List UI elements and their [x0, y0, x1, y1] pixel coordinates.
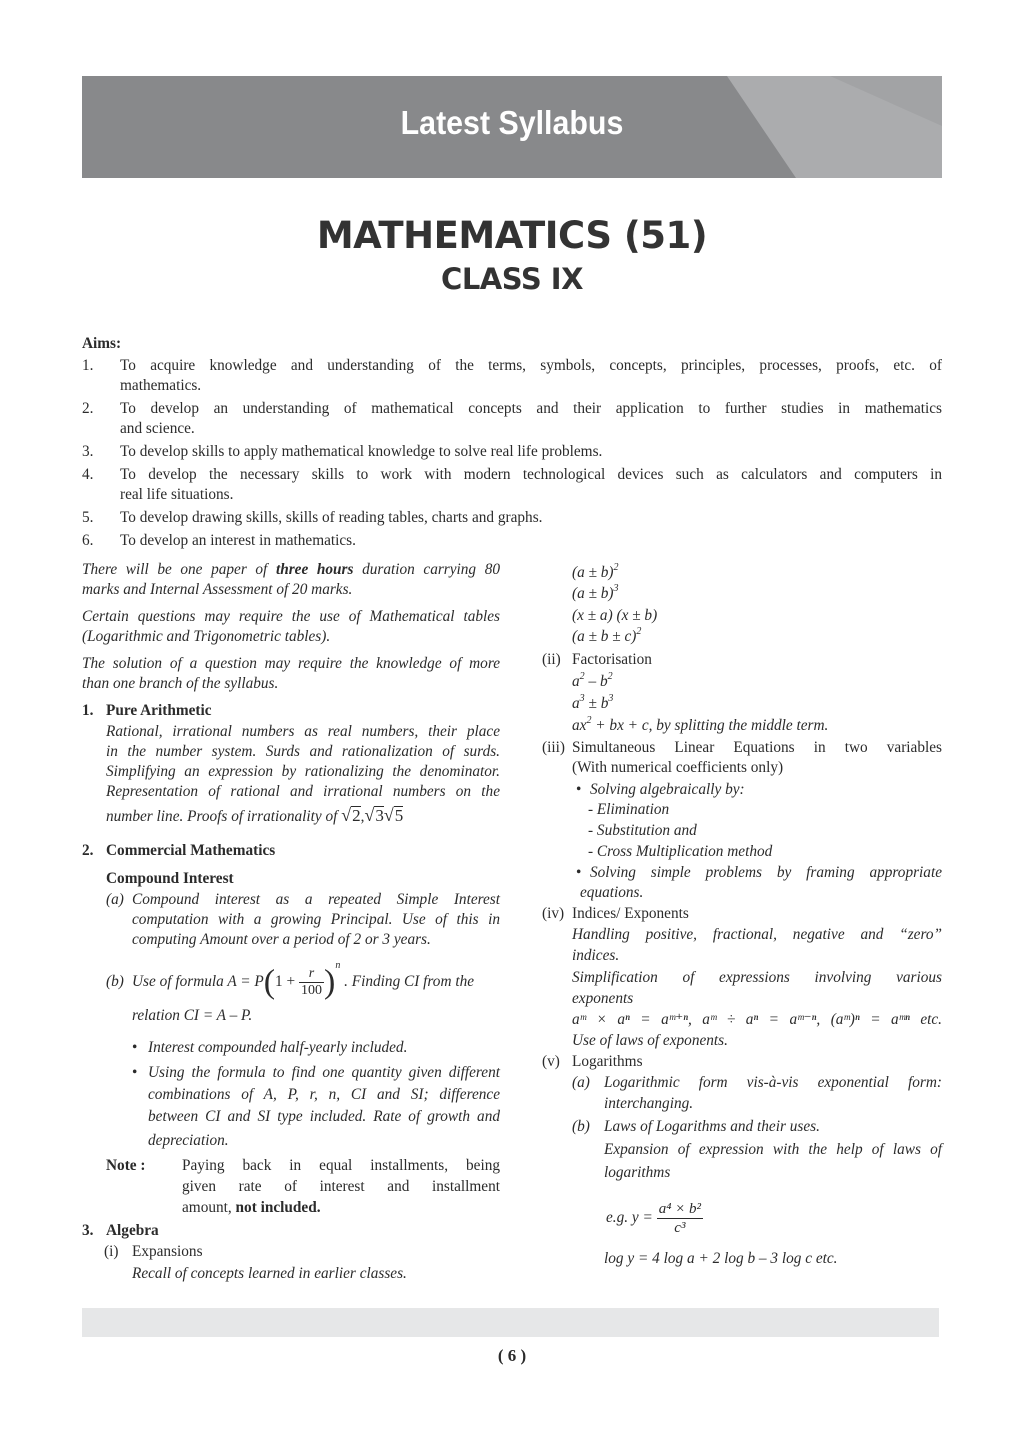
- formula-text: (a ± b ± c): [572, 628, 637, 645]
- aim-text: and science.: [120, 420, 195, 437]
- bullet-icon: •: [576, 781, 582, 798]
- fraction-numerator: a⁴ × b²: [658, 1200, 702, 1217]
- factorisation-formula: [572, 672, 613, 692]
- factorisation-formula: [572, 716, 828, 736]
- sqrt-symbol: √: [383, 805, 394, 825]
- header-banner: [82, 76, 942, 178]
- formula-text: a: [572, 695, 580, 712]
- fraction-denominator: 100: [300, 982, 322, 998]
- bullet-text: Using the formula to find one quantity given different: [148, 1064, 500, 1081]
- item-text: relation CI = A – P.: [132, 1007, 253, 1024]
- page-number: ( 6 ): [497, 1346, 527, 1365]
- subsection-title-compound-interest: Compound Interest: [106, 870, 234, 887]
- surd-value: 3: [375, 806, 384, 825]
- item-title-factorisation: Factorisation: [572, 651, 652, 668]
- formula-exponent: 2: [579, 671, 585, 682]
- aim-text: To develop drawing skills, skills of reading tables, charts and graphs.: [120, 509, 543, 526]
- sqrt-symbol: √: [364, 805, 375, 825]
- item-label: (a): [572, 1074, 590, 1091]
- section-title-commercial-mathematics: Commercial Mathematics: [106, 842, 276, 859]
- note-text: Paying back in equal installments, being: [182, 1157, 500, 1174]
- banner-title: Latest Syllabus: [400, 104, 624, 141]
- section-number: 3.: [82, 1222, 94, 1239]
- intro-paragraph-1: [82, 560, 500, 580]
- aim-text: To acquire knowledge and understanding of the terms, symbols, concepts, principles, processes, proofs, etc. of: [120, 357, 942, 374]
- aim-text: real life situations.: [120, 486, 234, 503]
- aim-text: mathematics.: [120, 377, 202, 394]
- aim-number: 3.: [82, 443, 94, 460]
- aim-text: To develop the necessary skills to work with modern technological devices such as calculators and computers in: [120, 466, 942, 483]
- aim-text: To develop an understanding of mathematical concepts and their application to further studies in mathematics: [120, 400, 942, 417]
- formula-text: – b: [584, 673, 608, 690]
- method-item: - Cross Multiplication method: [588, 843, 773, 860]
- formula-text: (a ± b): [572, 564, 614, 581]
- expansion-formula: [572, 563, 619, 583]
- page-subtitle: CLASS IX: [441, 262, 583, 296]
- item-label: (iii): [542, 739, 565, 756]
- bullet-text: equations.: [580, 884, 644, 901]
- surd-value: 5: [394, 806, 404, 825]
- bullet-icon: •: [576, 864, 582, 881]
- intro-bold: three hours: [275, 561, 354, 578]
- item-label: (ii): [542, 651, 561, 668]
- formula-paren: (: [263, 963, 276, 1001]
- item-title-indices: Indices/ Exponents: [572, 905, 689, 922]
- item-text: logarithms: [604, 1164, 671, 1181]
- intro-text: There will be one paper of: [82, 561, 268, 578]
- item-label: (i): [104, 1243, 119, 1260]
- item-title-simultaneous-equations: Simultaneous Linear Equations in two variables: [572, 739, 942, 756]
- note-text: [182, 1198, 321, 1218]
- item-text: Simplification of expressions involving various: [572, 969, 942, 986]
- intro-text: marks and Internal Assessment of 20 marks.: [82, 581, 353, 598]
- section-text: number line. Proofs of irrationality of: [106, 808, 338, 825]
- footer-bar: [82, 1308, 939, 1337]
- formula-text: (x ± a) (x ± b): [572, 607, 658, 624]
- aim-number: 5.: [82, 509, 94, 526]
- fraction-denominator: c³: [674, 1219, 686, 1236]
- surd-value: 2: [352, 806, 361, 825]
- section-number: 2.: [82, 842, 94, 859]
- aim-text: To develop an interest in mathematics.: [120, 532, 356, 549]
- aims-heading: Aims:: [82, 335, 122, 352]
- formula-text: e.g. y =: [606, 1209, 653, 1226]
- formula-text: ± b: [584, 695, 609, 712]
- bullet-text: between CI and SI type included. Rate of growth and: [148, 1108, 500, 1125]
- bullet-text: Solving algebraically by:: [590, 781, 745, 798]
- log-example-formula: [606, 1198, 703, 1238]
- intro-paragraph-3: The solution of a question may require the knowledge of more: [82, 655, 500, 672]
- note-label: Note :: [106, 1157, 146, 1174]
- formula-exponent: 3: [608, 693, 614, 704]
- expansion-formula: [572, 606, 657, 626]
- item-text: Expansion of expression with the help of laws of: [604, 1141, 942, 1158]
- item-text: Laws of Logarithms and their uses.: [604, 1118, 820, 1135]
- item-label: (a): [106, 891, 124, 908]
- note-text: amount,: [182, 1199, 232, 1216]
- formula-exponent: 2: [586, 715, 592, 726]
- formula-text: Use of formula A = P: [132, 973, 264, 990]
- formula-exponent: 2: [607, 671, 613, 682]
- intro-text: (Logarithmic and Trigonometric tables).: [82, 628, 331, 645]
- formula-exponent: 3: [579, 693, 585, 704]
- section-title-pure-arithmetic: Pure Arithmetic: [106, 702, 212, 719]
- page-title: MATHEMATICS (51): [316, 214, 708, 257]
- item-text: Compound interest as a repeated Simple Interest: [132, 891, 500, 908]
- intro-paragraph-2: Certain questions may require the use of Mathematical tables: [82, 608, 500, 625]
- formula-text: ax: [572, 717, 587, 734]
- factorisation-formula: [572, 694, 613, 714]
- bullet-text: Solving simple problems by framing appropriate: [590, 864, 942, 881]
- bullet-text: depreciation.: [148, 1132, 229, 1149]
- expansion-formula: [572, 627, 641, 647]
- item-text: Use of laws of exponents.: [572, 1032, 728, 1049]
- exponent-laws-formula: aᵐ × aⁿ = aᵐ⁺ⁿ, aᵐ ÷ aⁿ = aᵐ⁻ⁿ, (aᵐ)ⁿ = aᵐⁿ etc.: [572, 1011, 942, 1028]
- section-text: Rational, irrational numbers as real numbers, their place: [106, 723, 500, 740]
- item-text: Recall of concepts learned in earlier classes.: [132, 1265, 407, 1282]
- formula-exponent: 2: [636, 626, 642, 637]
- formula-exponent: n: [335, 960, 341, 971]
- log-expansion-formula: log y = 4 log a + 2 log b – 3 log c etc.: [604, 1250, 838, 1267]
- section-text: in the number system. Surds and rationalization of surds.: [106, 743, 500, 760]
- intro-text: than one branch of the syllabus.: [82, 675, 279, 692]
- aim-number: 4.: [82, 466, 94, 483]
- compound-interest-formula: [132, 962, 474, 1002]
- section-text: Simplifying an expression by rationalizing the denominator.: [106, 763, 500, 780]
- section-number: 1.: [82, 702, 94, 719]
- item-text: indices.: [572, 947, 620, 964]
- aim-number: 6.: [82, 532, 94, 549]
- formula-text: 1 +: [275, 973, 296, 990]
- aim-text: To develop skills to apply mathematical knowledge to solve real life problems.: [120, 443, 603, 460]
- aim-number: 1.: [82, 357, 94, 374]
- expansion-formula: [572, 584, 619, 604]
- bullet-text: combinations of A, P, r, n, CI and SI; difference: [148, 1086, 500, 1103]
- item-text: Logarithmic form vis-à-vis exponential form:: [604, 1074, 942, 1091]
- fraction-numerator: r: [299, 966, 324, 983]
- formula-exponent: 2: [613, 562, 619, 573]
- item-text: Handling positive, fractional, negative and “zero”: [572, 926, 942, 943]
- formula-text: + bx + c, by splitting the middle term.: [591, 717, 829, 734]
- note-bold: not included.: [235, 1199, 321, 1216]
- item-title-simultaneous-equations: (With numerical coefficients only): [572, 759, 784, 776]
- item-text: computing Amount over a period of 2 or 3 years.: [132, 931, 431, 948]
- section-title-algebra: Algebra: [106, 1222, 159, 1239]
- item-text: interchanging.: [604, 1095, 694, 1112]
- method-item: - Substitution and: [588, 822, 697, 839]
- item-title-logarithms: Logarithms: [572, 1053, 643, 1070]
- bullet-text: Interest compounded half-yearly included.: [148, 1039, 408, 1056]
- formula-text: . Finding CI from the: [344, 973, 475, 990]
- intro-text: duration carrying 80: [362, 561, 501, 578]
- note-text: given rate of interest and installment: [182, 1178, 500, 1195]
- section-text-surds: number line. Proofs of irrationality of √2,√3√5: [106, 805, 404, 825]
- item-label: (iv): [542, 905, 565, 922]
- formula-exponent: 3: [613, 583, 619, 594]
- item-label: (b): [572, 1118, 590, 1135]
- item-title-expansions: Expansions: [132, 1243, 203, 1260]
- method-item: - Elimination: [588, 801, 670, 818]
- formula-fraction: [299, 966, 324, 999]
- item-label: (b): [106, 973, 124, 990]
- formula-text: a: [572, 673, 580, 690]
- bullet-icon: •: [132, 1039, 138, 1056]
- formula-text: (a ± b): [572, 585, 614, 602]
- item-text: computation with a growing Principal. Use of this in: [132, 911, 500, 928]
- section-text: Representation of rational and irrational numbers on the: [106, 783, 500, 800]
- item-text: exponents: [572, 990, 634, 1007]
- item-label: (v): [542, 1053, 560, 1070]
- formula-paren: ): [323, 963, 336, 1001]
- bullet-icon: •: [132, 1064, 138, 1081]
- aim-number: 2.: [82, 400, 94, 417]
- formula-fraction: [657, 1200, 703, 1237]
- sqrt-symbol: √: [341, 805, 352, 825]
